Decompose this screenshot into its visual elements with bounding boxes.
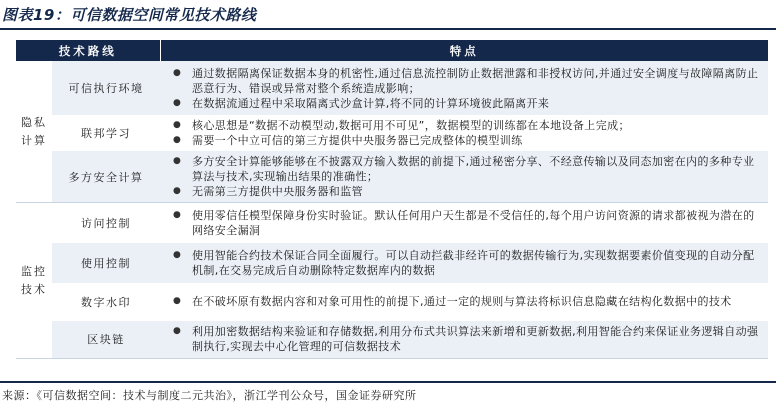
feature-text: 使用智能合约技术保证合同全面履行。可以自动拦截非经许可的数据传输行为,实现数据要素价值变现的自动分配机制,在交易完成后自动删除特定数据库内的数据: [192, 248, 755, 277]
bullet-icon: ●: [173, 135, 182, 145]
feature-item: [170, 294, 762, 309]
table-header-row: [16, 40, 768, 61]
bullet-icon: ●: [173, 97, 182, 108]
feature-item: [170, 118, 762, 133]
feature-list: [170, 324, 762, 354]
feature-item: [170, 248, 762, 278]
tech-name-cell: [52, 321, 160, 359]
feature-item: [170, 324, 762, 354]
feature-list: [170, 294, 762, 309]
tech-name: 多方安全计算: [68, 170, 144, 184]
features-cell: [160, 61, 768, 115]
bullet-icon: ●: [173, 209, 182, 220]
tech-name-cell: [52, 243, 160, 283]
feature-text: 需要一个中立可信的第三方提供中央服务器已完成整体的模型训练: [192, 134, 523, 147]
feature-text: 利用加密数据结构来验证和存储数据,利用分布式共识算法来新增和更新数据,利用智能合约来保证业务逻辑自动强制执行,实现去中心化管理的可信数据技术: [192, 325, 759, 354]
category-cell: [16, 203, 52, 359]
tech-name-cell: [52, 151, 160, 203]
category-cell: [16, 61, 52, 203]
title-rule: [0, 28, 776, 30]
feature-list: [170, 248, 762, 278]
tech-name: 可信执行环境: [68, 82, 144, 95]
features-cell: [160, 243, 768, 283]
tech-name: 联邦学习: [81, 127, 131, 140]
table-row: [16, 151, 768, 203]
feature-item: [170, 184, 762, 199]
table-row: [16, 203, 768, 243]
feature-text: 使用零信任模型保障身份实时验证。默认任何用户天生都是不受信任的,每个用户访问资源的请求都被视为潜在的网络安全漏洞: [192, 208, 755, 237]
features-cell: [160, 321, 768, 359]
feature-list: [170, 208, 762, 238]
bottom-rule: [0, 381, 776, 383]
bullet-icon: ●: [173, 296, 182, 306]
table-row: [16, 283, 768, 321]
tech-name: 区块链: [87, 333, 125, 347]
bullet-icon: ●: [173, 67, 182, 78]
feature-list: [170, 118, 762, 148]
feature-text: 通过数据隔离保证数据本身的机密性,通过信息流控制防止数据泄露和非授权访问,并通过安全调度与故障隔离防止恶意行为、错误或异常对整个系统造成影响；: [192, 66, 759, 95]
features-cell: [160, 151, 768, 203]
feature-list: [170, 154, 762, 199]
bullet-icon: ●: [173, 326, 182, 337]
bullet-icon: ●: [173, 120, 182, 130]
bullet-icon: ●: [173, 249, 182, 260]
header-features: 特点: [160, 40, 768, 61]
tech-name: 使用控制: [81, 256, 131, 270]
table-row: [16, 115, 768, 151]
table-body: [16, 61, 768, 359]
tech-name: 数字水印: [81, 295, 131, 309]
feature-item: [170, 133, 762, 148]
category-label: 监控 技术: [21, 264, 47, 296]
table-row: [16, 243, 768, 283]
feature-item: [170, 208, 762, 238]
table-row: [16, 61, 768, 115]
bullet-icon: ●: [173, 186, 182, 196]
bullet-icon: ●: [173, 156, 182, 166]
tech-name: 访问控制: [81, 216, 131, 230]
tech-name-cell: [52, 283, 160, 321]
table-row: [16, 321, 768, 359]
feature-text: 在不破坏原有数据内容和对象可用性的前提下,通过一定的规则与算法将标识信息隐藏在结构化数据中的技术: [192, 295, 732, 308]
tech-routes-table: [16, 40, 768, 359]
category-label: 隐私 计算: [21, 115, 47, 147]
figure-title: 图表19：可信数据空间常见技术路线: [2, 6, 257, 24]
header-route: 技术路线: [16, 40, 160, 61]
tech-name-cell: [52, 203, 160, 243]
feature-text: 无需第三方提供中央服务器和监管: [192, 185, 363, 198]
source-note: 来源：《可信数据空间：技术与制度二元共治》，浙江学刊公众号，国金证券研究所: [2, 389, 417, 402]
feature-text: 多方安全计算能够能够在不披露双方输入数据的前提下,通过秘密分享、不经意传输以及同态加密在内的多种专业算法与技术,实现输出结果的准确性；: [192, 155, 755, 183]
features-cell: [160, 283, 768, 321]
tech-name-cell: [52, 61, 160, 115]
feature-text: 在数据流通过程中采取隔离式沙盒计算,将不同的计算环境彼此隔离开来: [192, 96, 550, 110]
feature-text: 核心思想是“数据不动模型动,数据可用不可见”，数据模型的训练都在本地设备上完成；: [192, 119, 630, 132]
feature-item: [170, 96, 762, 111]
features-cell: [160, 115, 768, 151]
feature-item: [170, 66, 762, 96]
tech-name-cell: [52, 115, 160, 151]
feature-item: [170, 154, 762, 184]
feature-list: [170, 66, 762, 111]
features-cell: [160, 203, 768, 243]
